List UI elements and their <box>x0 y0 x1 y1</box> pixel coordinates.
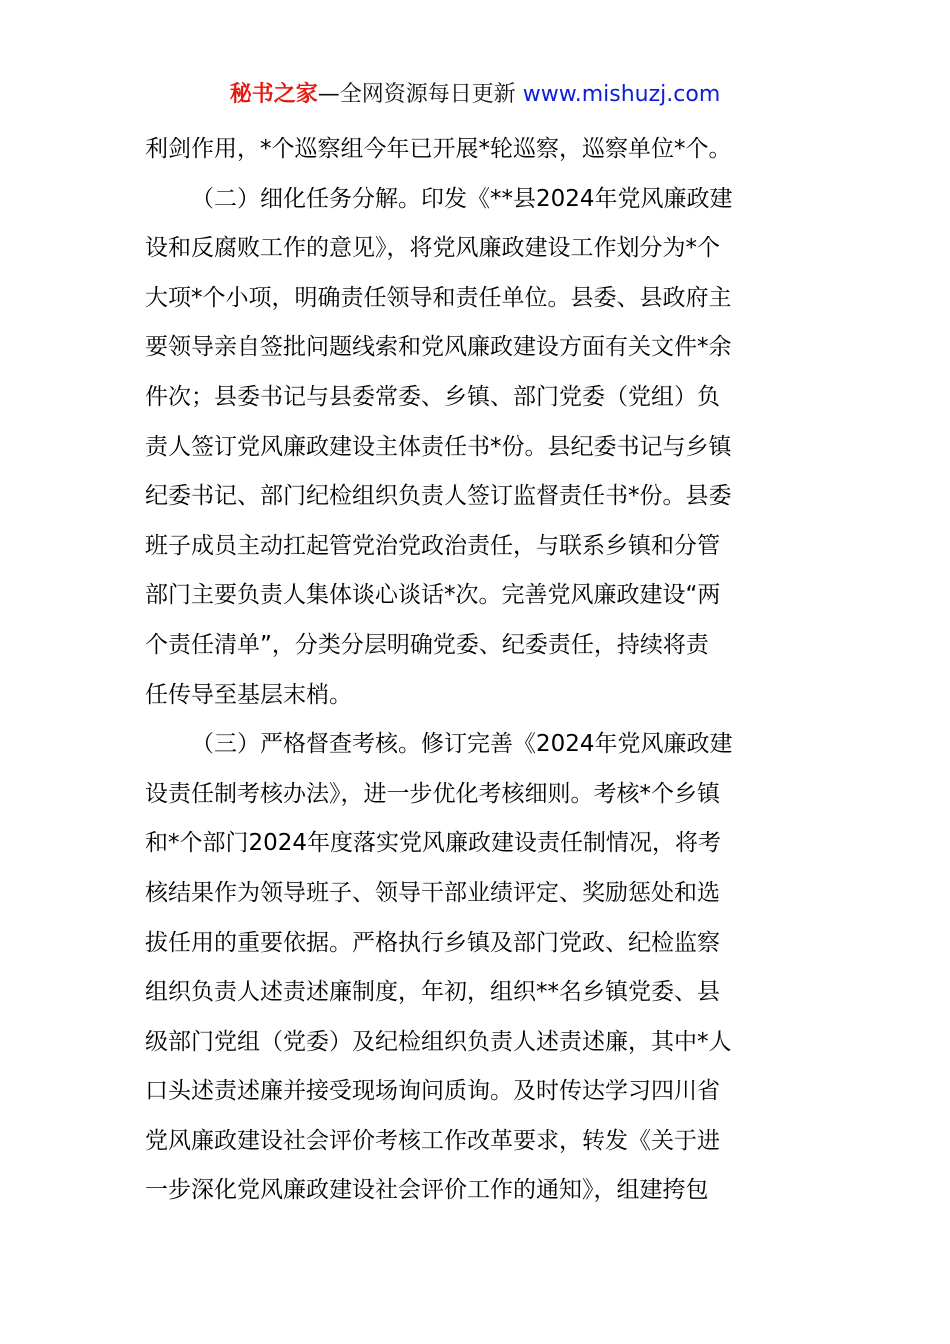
text-line: 任传导至基层末梢。 <box>145 681 352 708</box>
text-line: 和*个部门2024年度落实党风廉政建设责任制情况，将考 <box>145 830 722 857</box>
site-header <box>0 78 950 112</box>
text-line: 级部门党组（党委）及纪检组织负责人述责述廉，其中*人 <box>145 1028 732 1055</box>
text-line: 核结果作为领导班子、领导干部业绩评定、奖励惩处和选 <box>145 879 720 906</box>
text-line: 组织负责人述责述廉制度，年初，组织**名乡镇党委、县 <box>145 979 720 1006</box>
site-url[interactable]: www.mishuzj.com <box>522 82 721 107</box>
text-line: 利剑作用，*个巡察组今年已开展*轮巡察，巡察单位*个。 <box>145 136 732 162</box>
brand-name: 秘书之家 <box>229 82 318 107</box>
text-line: 班子成员主动扛起管党治党政治责任，与联系乡镇和分管 <box>145 532 720 559</box>
text-line: 件次；县委书记与县委常委、乡镇、部门党委（党组）负 <box>145 383 720 410</box>
text-line: 拔任用的重要依据。严格执行乡镇及部门党政、纪检监察 <box>145 929 720 956</box>
text-line: 责人签订党风廉政建设主体责任书*份。县纪委书记与乡镇 <box>145 433 732 460</box>
text-line: 设和反腐败工作的意见》，将党风廉政建设工作划分为*个 <box>145 235 720 262</box>
text-line: 一步深化党风廉政建设社会评价工作的通知》，组建挎包 <box>145 1177 709 1204</box>
header-tagline: —全网资源每日更新 <box>317 82 516 107</box>
text-line: 要领导亲自签批问题线索和党风廉政建设方面有关文件*余 <box>145 334 732 361</box>
text-line: 设责任制考核办法》，进一步优化考核细则。考核*个乡镇 <box>145 780 720 807</box>
text-line: 大项*个小项，明确责任领导和责任单位。县委、县政府主 <box>145 284 732 311</box>
text-line: 党风廉政建设社会评价考核工作改革要求，转发《关于进 <box>145 1127 720 1154</box>
document-body <box>145 125 810 1216</box>
text-line: 部门主要负责人集体谈心谈话*次。完善党风廉政建设“两 <box>145 582 721 609</box>
section-heading-line: （三）严格督查考核。修订完善《2024年党风廉政建 <box>191 731 733 758</box>
text-line: 个责任清单”，分类分层明确党委、纪委责任，持续将责 <box>145 631 709 658</box>
text-line: 口头述责述廉并接受现场询问质询。及时传达学习四川省 <box>145 1078 720 1105</box>
section-heading-line: （二）细化任务分解。印发《**县2024年党风廉政建 <box>191 185 733 212</box>
text-line: 纪委书记、部门纪检组织负责人签订监督责任书*份。县委 <box>145 483 732 510</box>
